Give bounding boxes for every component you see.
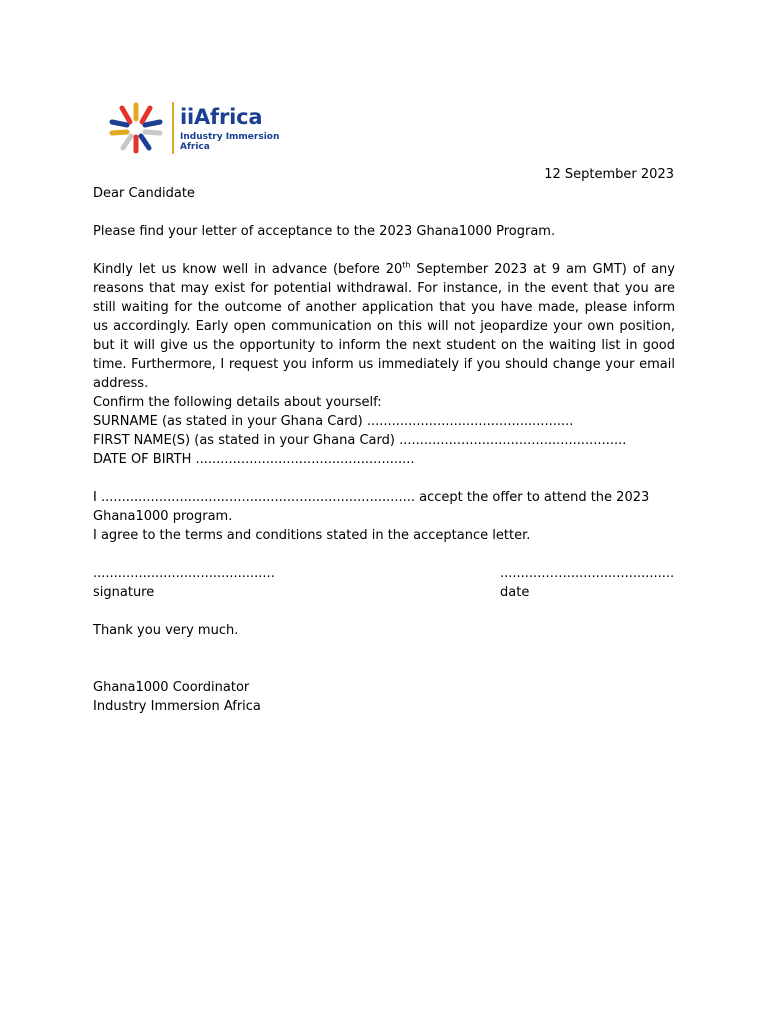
salutation: Dear Candidate <box>93 186 195 201</box>
starburst-logo-icon <box>106 98 166 158</box>
date-dots: ............…........................... <box>500 566 675 581</box>
ordinal-superscript: th <box>402 260 411 270</box>
letter-date: 12 September 2023 <box>544 167 674 182</box>
logo-divider <box>172 102 174 154</box>
logo-tagline-line-1: Industry Immersion <box>180 131 280 142</box>
logo-text <box>180 105 279 152</box>
signoff-organization: Industry Immersion Africa <box>93 699 261 714</box>
iiafrica-logo <box>106 98 279 158</box>
withdrawal-text-rest: September 2023 at 9 am GMT) of any reasons that may exist for potential withdrawal. For instance, in the event that you are still waiting for the outcome of another application that you have made, please inform us accordingly. Early open communication on this will not jeopardize your own position, but it will give us the opportunity to inform the next student on the waiting list in good time. Furthermore, I request you inform us immediately if you should change your email address. <box>93 262 675 391</box>
signature-label: signature <box>93 585 155 600</box>
signoff-title: Ghana1000 Coordinator <box>93 680 250 695</box>
acceptance-line: I ............................................................................ accept the offer to attend the 2023 <box>93 490 650 505</box>
confirm-heading: Confirm the following details about yourself: <box>93 395 382 410</box>
surname-field-line: SURNAME (as stated in your Ghana Card) .................................................. <box>93 414 574 429</box>
signature-dots: ............................................ <box>93 566 275 581</box>
date-label: date <box>500 585 530 600</box>
logo-name: iiAfrica <box>180 104 263 129</box>
agreement-line: I agree to the terms and conditions stated in the acceptance letter. <box>93 528 531 543</box>
logo-tagline-line-2: Africa <box>180 141 210 152</box>
acceptance-line-continued: Ghana1000 program. <box>93 509 233 524</box>
first-name-field-line: FIRST NAME(S) (as stated in your Ghana Card) ....................................................... <box>93 433 627 448</box>
intro-paragraph: Please find your letter of acceptance to the 2023 Ghana1000 Program. <box>93 224 556 239</box>
thank-you-line: Thank you very much. <box>93 623 239 638</box>
withdrawal-text-start: Kindly let us know well in advance (before 20 <box>93 262 403 277</box>
withdrawal-paragraph <box>93 260 675 393</box>
date-of-birth-field-line: DATE OF BIRTH ..................................................... <box>93 452 415 467</box>
